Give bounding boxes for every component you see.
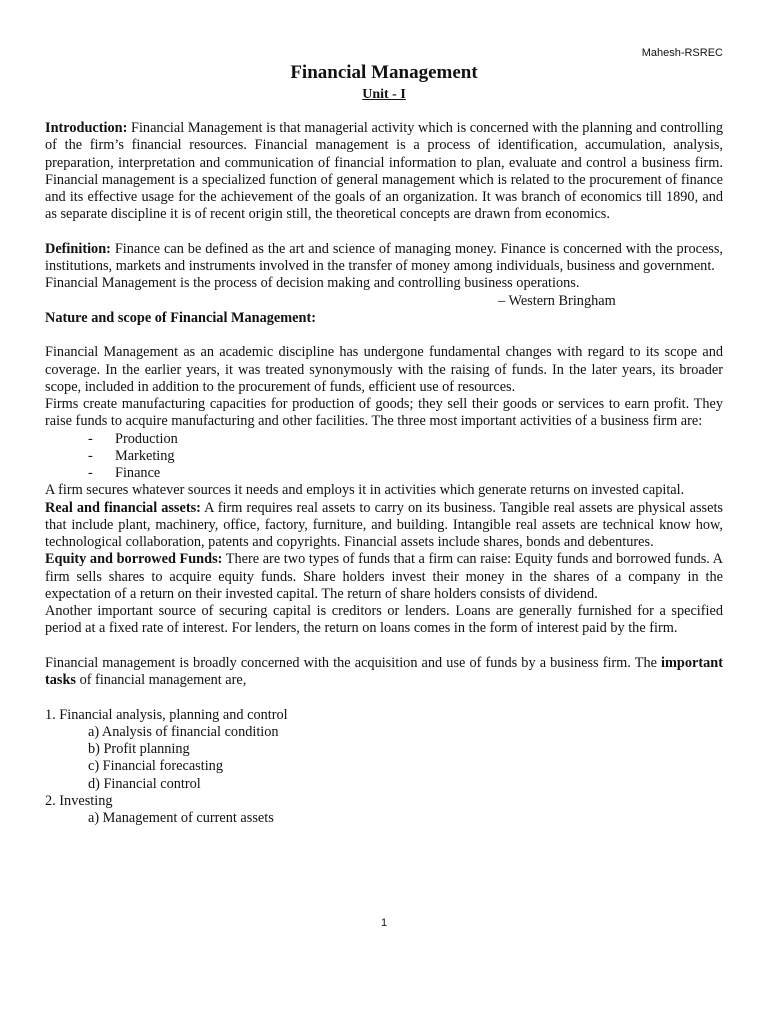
task-item: 2. Investing [45,792,113,809]
activity-item: - Production [88,430,178,447]
activity-label: Finance [115,465,161,481]
page-number: 1 [380,917,388,929]
task-subitem: b) Profit planning [88,741,190,757]
unit-heading [0,87,768,103]
activity-item: - Marketing [88,447,175,464]
real-assets-paragraph [45,500,723,552]
definition-label: Definition: [45,240,111,257]
real-assets-text: A firm requires real assets to carry on its business. Tangible real assets are physical assets that include plant, machinery, office, factory, furniture, and building. Intangible real assets are technical know how, technological collaboration, patents and copyrights. Financial assets include shares, bonds and debentures. [45,499,723,550]
nature-p2: Firms create manufacturing capacities for production of goods; they sell their goods or services to earn profit. They raise funds to acquire manufacturing and other facilities. The three most important activities of a business firm are: [45,396,723,430]
equity-paragraph [45,551,723,603]
task-subitem: a) Analysis of financial condition [88,723,279,740]
task-subitem: c) Financial forecasting [88,758,223,775]
tasks-intro [45,655,723,690]
fm-definition: Financial Management is the process of decision making and controlling business operations. [45,275,580,292]
intro-label: Introduction: [45,120,128,136]
activity-item: - Finance [88,465,161,481]
activity-label: Marketing [115,447,175,464]
tasks-intro-text: Financial management is broadly concerned with the acquisition and use of funds by a business firm. The [45,654,662,671]
definition-paragraph [45,241,723,276]
unit-label: Unit - I [362,87,406,102]
equity-text: There are two types of funds that a firm can raise: Equity funds and borrowed funds. A firm sells shares to acquire equity funds. Share holders invest their money in the shares of a company in the expectation of a return on their invested capital. The return of share holders consists of dividend. [45,551,723,602]
header-author: Mahesh-RSREC [641,47,723,59]
task-subitem: d) Financial control [88,775,201,792]
nature-p1: Financial Management as an academic discipline has undergone fundamental changes with regard to its scope and coverage. In the earlier years, it was treated synonymously with the raising of funds. In the later years, its broader scope, included in addition to the procurement of funds, efficient use of resources. [45,344,723,395]
tasks-intro-text-end: of financial management are, [76,672,247,688]
nature-heading [45,310,723,327]
task-subitem: a) Management of current assets [88,810,274,826]
nature-p4: Another important source of securing capital is creditors or lenders. Loans are generally furnished for a specified period at a fixed rate of interest. For lenders, the return on loans comes in the form of interest paid by the firm. [45,603,723,637]
task-item: 1. Financial analysis, planning and control [45,706,288,723]
attribution: – Western Bringham [498,292,616,309]
tasks-intro-bold: important tasks [45,654,723,688]
activity-label: Production [115,430,178,447]
real-assets-label: Real and financial assets: [45,499,201,516]
document-title: Financial Management [290,62,478,83]
definition-text: Finance can be defined as the art and science of managing money. Finance is concerned with the process, institutions, markets and instruments involved in the transfer of money among individuals, business and government. [45,240,723,274]
equity-label: Equity and borrowed Funds: [45,551,223,568]
nature-p3: A firm secures whatever sources it needs and employs it in activities which generate returns on invested capital. [45,482,685,499]
intro-text: Financial Management is that managerial activity which is concerned with the planning and controlling of the firm’s financial resources. Financial management is a process of identification, accumulation, analysis, preparation, interpretation and communication of financial information to plan, evaluate and control a business firm. Financial management is a specialized function of general management which is related to the procurement of finance and its effective usage for the achievement of the goals of an organization. It was branch of economics till 1890, and as separate discipline it is of recent origin still, the theoretical concepts are drawn from economics. [45,120,723,223]
nature-heading-text: Nature and scope of Financial Management: [45,309,316,326]
document-body [45,120,723,827]
intro-paragraph [45,120,723,224]
